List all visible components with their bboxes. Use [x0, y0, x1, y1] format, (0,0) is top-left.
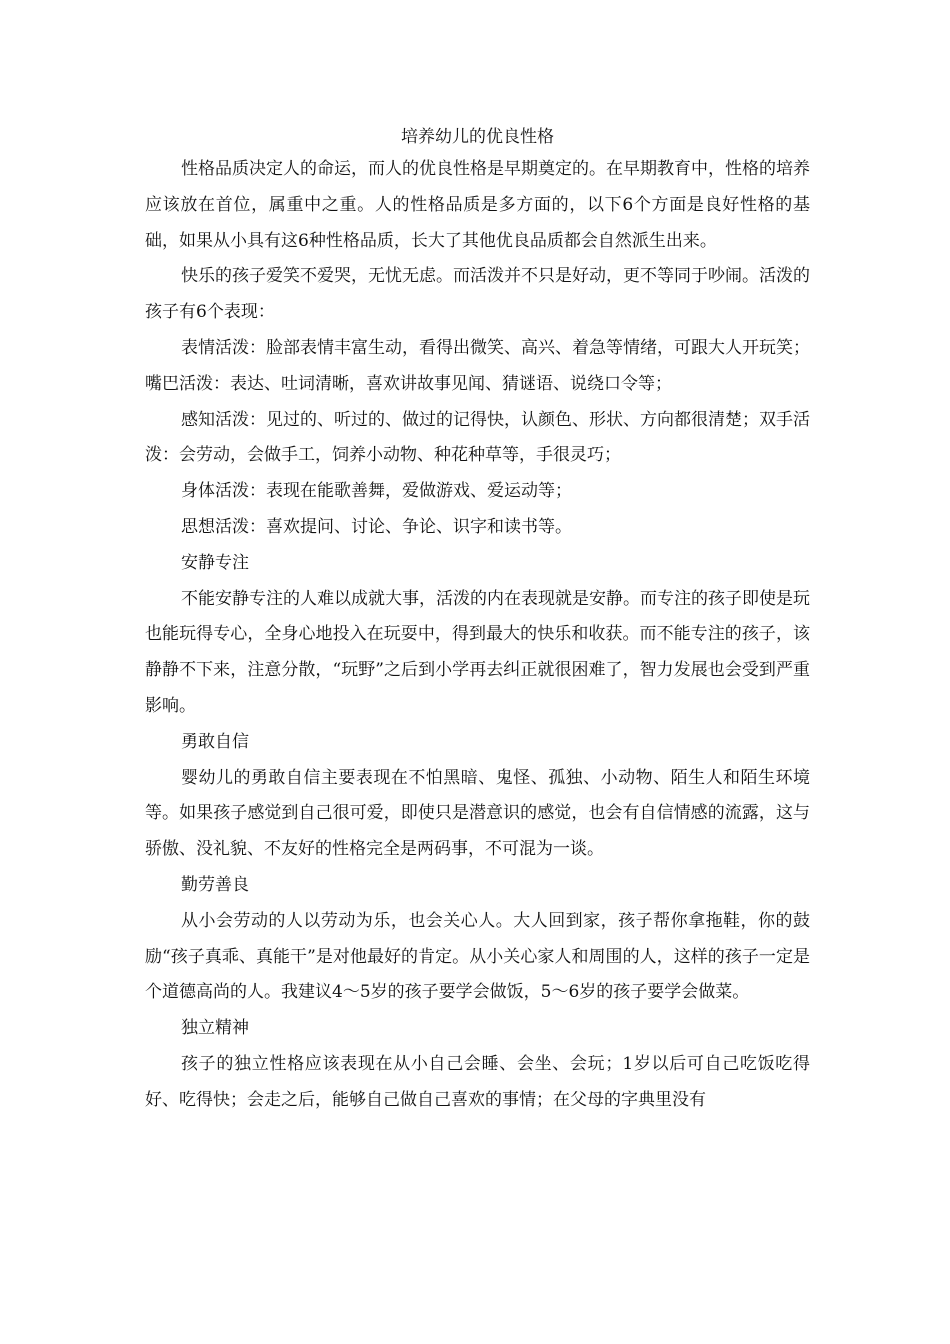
section-heading-brave-confident: 勇敢自信 [181, 731, 249, 752]
section-heading-independence: 独立精神 [181, 1018, 249, 1039]
paragraph-perception-lively: 感知活泼：见过的、听过的、做过的记得快，认颜色、形状、方向都很清楚；双手活泼：会劳动，会做手工，饲养小动物、种花种草等，手很灵巧； [145, 409, 810, 466]
paragraph-diligent-kind: 从小会劳动的人以劳动为乐，也会关心人。大人回到家，孩子帮你拿拖鞋，你的鼓励“孩子真乖、真能干”是对他最好的肯定。从小关心家人和周围的人，这样的孩子一定是个道德高尚的人。我建议4～5岁的孩子要学会做饭，5～6岁的孩子要学会做菜。 [145, 910, 810, 1003]
paragraph-expression-lively: 表情活泼：脸部表情丰富生动，看得出微笑、高兴、着急等情绪，可跟大人开玩笑； 嘴巴活泼：表达、吐词清晰，喜欢讲故事见闻、猜谜语、说绕口令等； [145, 337, 810, 394]
paragraph-body-lively: 身体活泼：表现在能歌善舞，爱做游戏、爱运动等； [181, 481, 572, 502]
section-heading-diligent-kind: 勤劳善良 [181, 874, 249, 895]
paragraph-thought-lively: 思想活泼：喜欢提问、讨论、争论、识字和读书等。 [181, 516, 572, 537]
document-title: 培养幼儿的优良性格 [401, 127, 554, 147]
paragraph-intro: 性格品质决定人的命运，而人的优良性格是早期奠定的。在早期教育中，性格的培养应该放在首位，属重中之重。人的性格品质是多方面的，以下6个方面是良好性格的基础，如果从小具有这6种性格品质，长大了其他优良品质都会自然派生出来。 [145, 159, 810, 251]
paragraph-quiet-focus: 不能安静专注的人难以成就大事，活泼的内在表现就是安静。而专注的孩子即使是玩也能玩得专心，全身心地投入在玩耍中，得到最大的快乐和收获。而不能专注的孩子，该静静不下来，注意分散，“玩野”之后到小学再去纠正就很困难了，智力发展也会受到严重影响。 [145, 588, 810, 716]
paragraph-happy-lively: 快乐的孩子爱笑不爱哭，无忧无虑。而活泼并不只是好动，更不等同于吵闹。活泼的孩子有6个表现： [145, 266, 810, 323]
paragraph-independence: 孩子的独立性格应该表现在从小自己会睡、会坐、会玩；1岁以后可自己吃饭吃得好、吃得快；会走之后，能够自己做自己喜欢的事情；在父母的字典里没有 [145, 1053, 810, 1110]
document-body [145, 122, 810, 1119]
paragraph-brave-confident: 婴幼儿的勇敢自信主要表现在不怕黑暗、鬼怪、孤独、小动物、陌生人和陌生环境等。如果孩子感觉到自己很可爱，即使只是潜意识的感觉，也会有自信情感的流露，这与骄傲、没礼貌、不友好的性格完全是两码事，不可混为一谈。 [145, 767, 810, 860]
section-heading-quiet-focus: 安静专注 [181, 552, 249, 573]
